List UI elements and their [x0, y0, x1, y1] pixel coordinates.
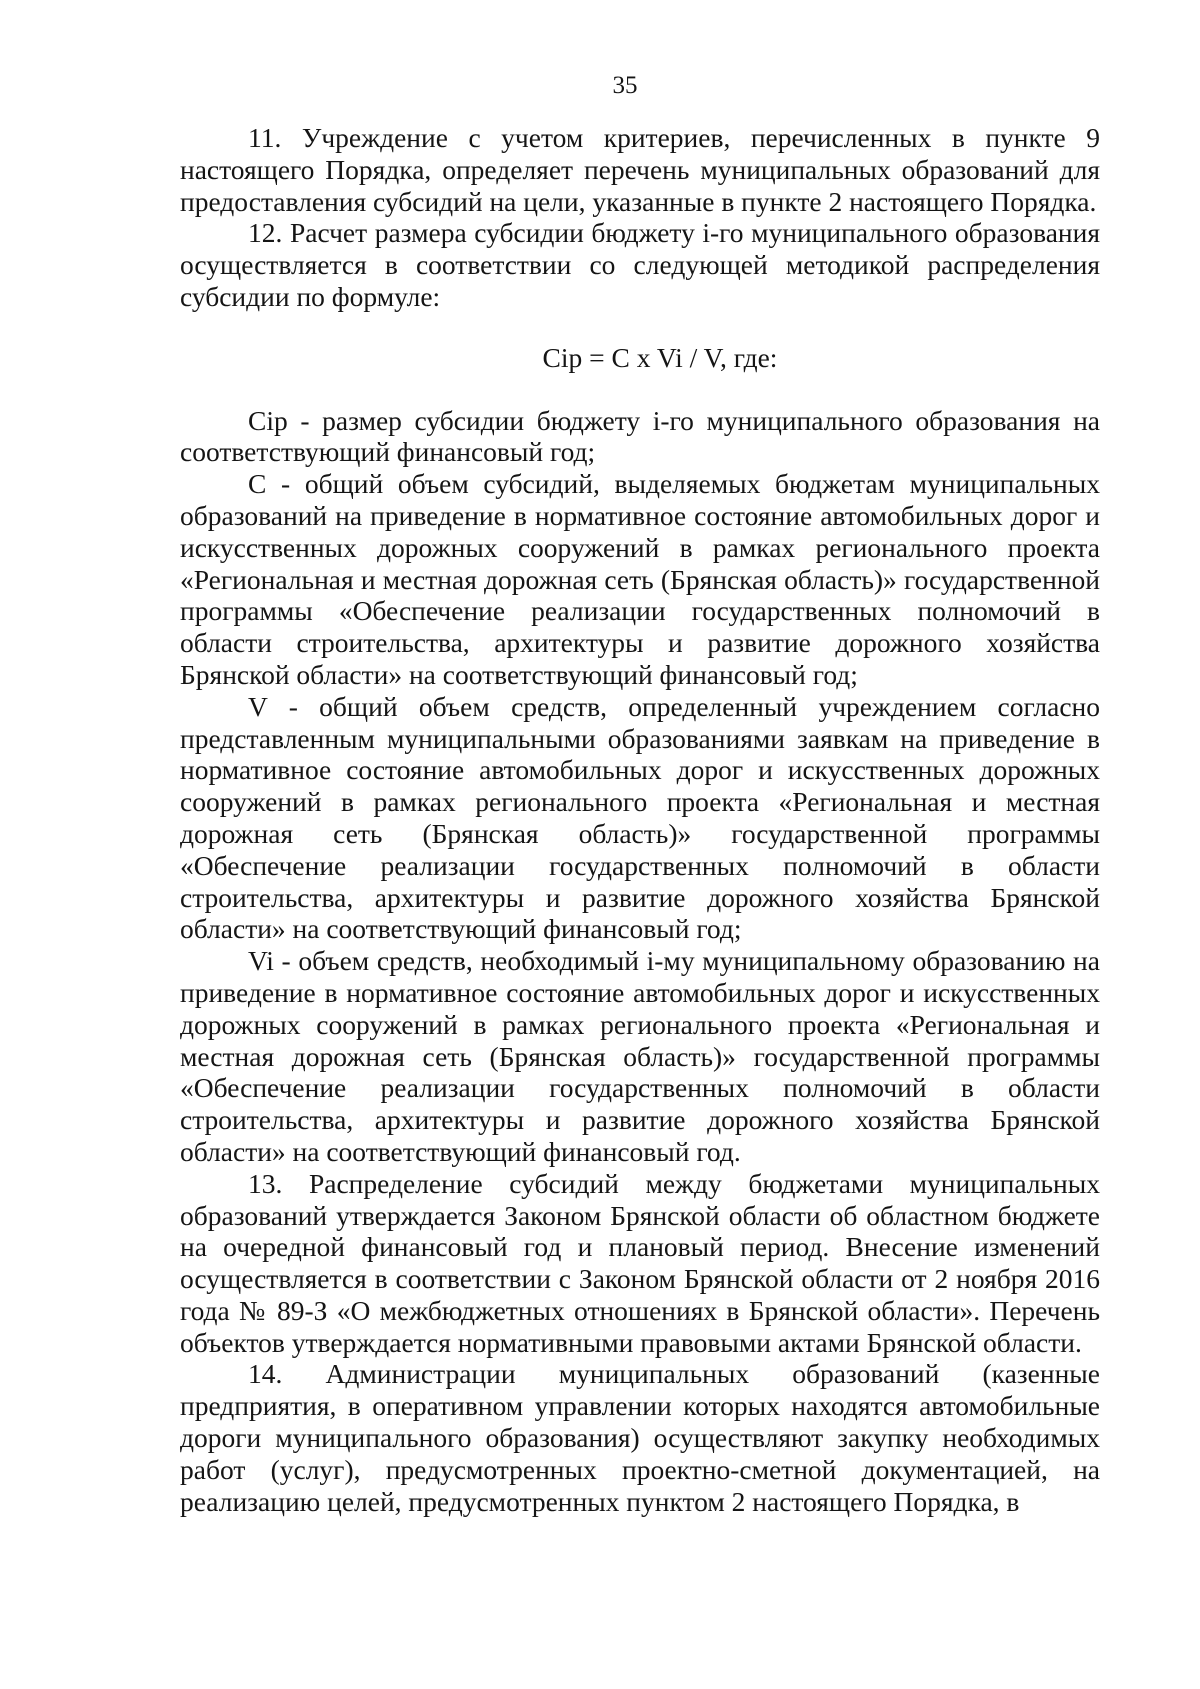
- definition-c: С - общий объем субсидий, выделяемых бюджетам муниципальных образований на приведение в нормативное состояние автомобильных дорог и искусственных дорожных сооружений в рамках регионального проекта «Региональная и местная дорожная сеть (Брянская область)» государственной программы «Обеспечение реализации государственных полномочий в области строительства, архитектуры и развитие дорожного хозяйства Брянской области» на соответствующий финансовый год;: [180, 468, 1100, 690]
- definition-v: V - общий объем средств, определенный учреждением согласно представленным муниципальными образованиями заявкам на приведение в нормативное состояние автомобильных дорог и искусственных дорожных сооружений в рамках регионального проекта «Региональная и местная дорожная сеть (Брянская область)» государственной программы «Обеспечение реализации государственных полномочий в области строительства, архитектуры и развитие дорожного хозяйства Брянской области» на соответствующий финансовый год;: [180, 690, 1100, 945]
- paragraph-13: 13. Распределение субсидий между бюджетами муниципальных образований утверждается Законом Брянской области об областном бюджете на очередной финансовый год и плановый период. Внесение изменений осуществляется в соответствии с Законом Брянской области от 2 ноября 2016 года № 89-З «О межбюджетных отношениях в Брянской области». Перечень объектов утверждается нормативными правовыми актами Брянской области.: [180, 1167, 1100, 1358]
- page-number: 35: [612, 72, 638, 99]
- paragraph-12: 12. Расчет размера субсидии бюджету i-го муниципального образования осуществляется в соответствии со следующей методикой распределения субсидии по формуле:: [180, 217, 1100, 312]
- formula: Сip = С x Vi / V, где:: [542, 341, 778, 373]
- definition-vi: Vi - объем средств, необходимый i-му муниципальному образованию на приведение в нормативное состояние автомобильных дорог и искусственных дорожных сооружений в рамках регионального проекта «Региональная и местная дорожная сеть (Брянская область)» государственной программы «Обеспечение реализации государственных полномочий в области строительства, архитектуры и развитие дорожного хозяйства Брянской области» на соответствующий финансовый год.: [180, 945, 1100, 1167]
- definition-cip: Сip - размер субсидии бюджету i-го муниципального образования на соответствующий финансовый год;: [180, 404, 1100, 468]
- document-body: [180, 122, 1100, 1517]
- paragraph-14: 14. Администрации муниципальных образований (казенные предприятия, в оперативном управлении которых находятся автомобильные дороги муниципального образования) осуществляют закупку необходимых работ (услуг), предусмотренных проектно-сметной документацией, на реализацию целей, предусмотренных пунктом 2 настоящего Порядка, в: [180, 1358, 1100, 1517]
- paragraph-11: 11. Учреждение с учетом критериев, перечисленных в пункте 9 настоящего Порядка, определяет перечень муниципальных образований для предоставления субсидий на цели, указанные в пункте 2 настоящего Порядка.: [180, 122, 1100, 217]
